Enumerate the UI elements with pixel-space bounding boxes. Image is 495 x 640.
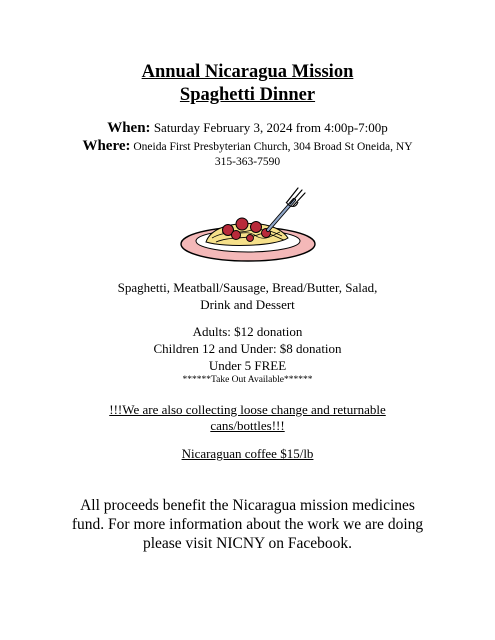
where-label: Where: [82, 138, 131, 154]
title-line-2: Spaghetti Dinner [179, 85, 316, 105]
when-value: Saturday February 3, 2024 from 4:00p-7:00p [153, 120, 388, 135]
where-row [0, 137, 495, 156]
phone-number: 315-363-7590 [214, 156, 281, 168]
menu-line-2: Drink and Dessert [200, 297, 295, 312]
proceeds-line-3: please visit NICNY on Facebook. [142, 535, 353, 552]
coffee-offer: Nicaraguan coffee $15/lb [181, 446, 314, 461]
price-adults: Adults: $12 donation [192, 324, 303, 339]
price-children: Children 12 and Under: $8 donation [153, 341, 342, 356]
title-line-1: Annual Nicaragua Mission [141, 62, 354, 82]
when-label: When: [107, 120, 151, 136]
proceeds-line-2: fund. For more information about the work we are doing [71, 516, 424, 533]
spaghetti-plate-icon [176, 186, 326, 266]
price-under-5: Under 5 FREE [208, 358, 287, 373]
proceeds-line-1: All proceeds benefit the Nicaragua mission medicines [80, 497, 415, 514]
menu-line-1: Spaghetti, Meatball/Sausage, Bread/Butter, Salad, [117, 280, 378, 295]
where-value: Oneida First Presbyterian Church, 304 Broad St Oneida, NY [133, 141, 413, 153]
collect-line-2: cans/bottles!!! [210, 418, 285, 433]
takeout-note: ******Take Out Available****** [182, 375, 313, 385]
collect-line-1: !!!We are also collecting loose change and returnable [109, 402, 386, 417]
when-row [0, 119, 495, 137]
